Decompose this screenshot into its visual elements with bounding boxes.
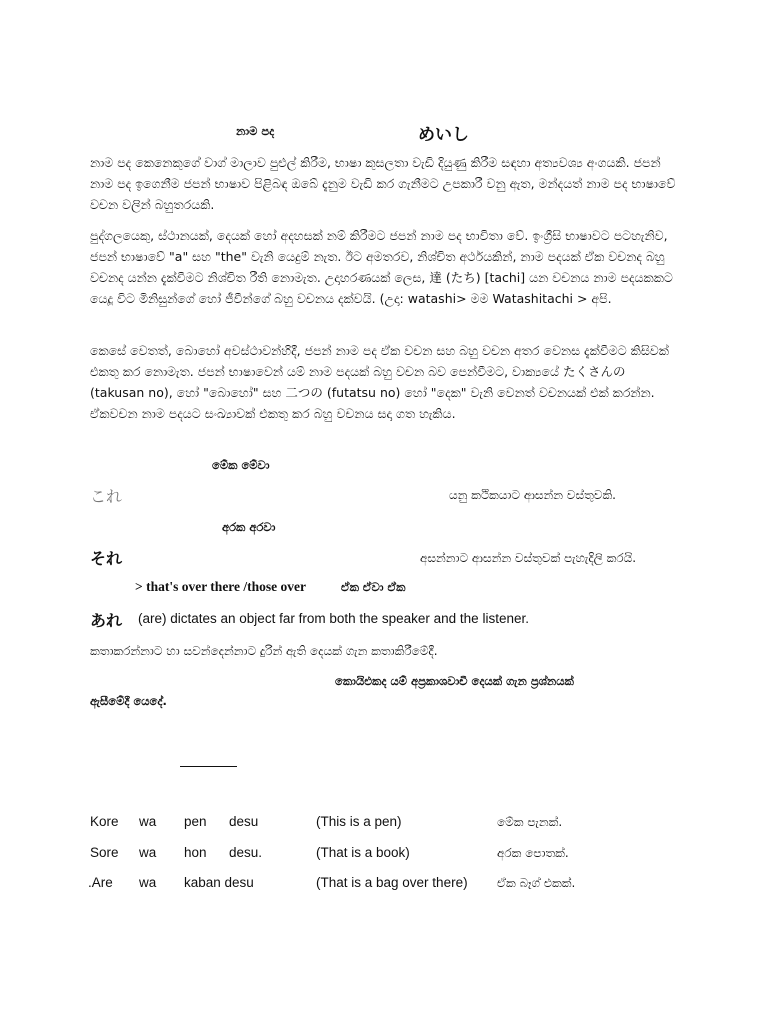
example-3-english: (That is a bag over there) [316, 875, 468, 890]
example-3-w1: .Are [88, 875, 113, 890]
example-1-sinhala: මේක පැනක්. [497, 815, 563, 829]
kore-description: යනු කථිකයාට ආසන්න වස්තුවකි. [449, 488, 616, 502]
are-english: > that's over there /those over [135, 579, 307, 594]
sore-gloss: අරක අරවා [222, 520, 276, 534]
paragraph-usage: පුද්ගලයෙකු, ස්ථානයක්, දෙයක් හෝ අදහසක් නම් කිරීමට ජපන් නාම පද භාවිතා වේ. ඉංග්‍රීසි භාෂාවට පටහැනිව, ජපන් භාෂාවේ "a" සහ "the" වැනි යෙදුම් නැත. ඊට අමතරව, නිශ්චිත අර්ථයකින්, නාම පදයක් ඒක වචනද බහු වචනද යන්න දැක්වීමට නිශ්චිත රීති නොමැත. උදාහරණයක් ලෙස, 達 (たち) [tachi] යන වචනය නාම පදයකකට යෙදූ විට මිනිසුන්ගේ හෝ ජීවීන්ගේ බහු වචනය දක්වයි. (උදා: watashi> මම Watashitachi > අපි. [90, 228, 673, 306]
example-3-sinhala: ඒක බෑග් එකක්. [497, 876, 576, 890]
sore-description: අසන්නාට ආසන්න වස්තුවක් පැහැදිලි කරයි. [420, 551, 637, 565]
example-2-w4: desu. [229, 845, 263, 860]
are-gloss: ඒක ඒවා ඒක [341, 580, 406, 594]
heading-sinhala: නාම පද [236, 124, 275, 138]
example-2-w2: wa [139, 845, 157, 860]
example-2-english: (That is a book) [316, 845, 410, 860]
sore-kana: それ [90, 549, 123, 568]
example-1-w2: wa [139, 814, 157, 829]
heading-japanese: めいし [418, 125, 469, 145]
are-description: (are) dictates an object far from both the speaker and the listener. [138, 611, 529, 626]
kore-kana: これ [90, 487, 123, 506]
paragraph-intro: නාම පද කෙනෙකුගේ වාග් මාලාව පුළුල් කිරීම, භාෂා කුසලතා වැඩි දියුණු කිරීම සඳහා අත්‍යවශ්‍ය අංගයකි. ජපන් නාම පද ඉගෙනීම ජපන් භාෂාව පිළිබඳ ඔබේ දැනුම වැඩි කර ගැනීමට උපකාරී වනු ඇත, මන්දයත් නාම පද භාෂාවේ වචන වලින් බහුතරයකි. [90, 155, 676, 212]
paragraph-plural: කෙසේ වෙතත්, බොහෝ අවස්ථාවන්හිදී, ජපන් නාම පද ඒක වචන සහ බහු වචන අතර වෙනස දැක්වීමට කිසිවක් එකතු කර නොමැත. ජපන් භාෂාවෙන් යම් නාම පදයක් බහු වචන බව පෙන්වීමට, වාක්‍යයේ たくさんの (takusan no), හෝ "බොහෝ" සහ 二つの (futatsu no) හෝ "දෙක" වැනි වෙනත් වචනයක් එක් කරන්න. ඒකවචන නාම පදයට සංඛ්‍යාවක් එකතු කර බහු වචනය සදා ගත හැකිය. [90, 343, 669, 421]
are-kana: あれ [90, 611, 123, 630]
blank-underline [180, 766, 237, 767]
example-1-w1: Kore [90, 814, 119, 829]
example-1-w3: pen [184, 814, 207, 829]
example-2-w1: Sore [90, 845, 119, 860]
question-line-2: ඇසීමේදී යෙදේ. [90, 694, 167, 708]
example-2-sinhala: අරක පොතක්. [497, 846, 569, 860]
kore-gloss: මේක මේවා [212, 458, 270, 472]
example-2-w3: hon [184, 845, 207, 860]
are-description-sinhala: කතාකරන්නාට හා සවන්දෙන්නාට දුරින් ඇති දෙයක් ගැන කතාකිරීමේදී. [90, 644, 438, 658]
example-3-w3: kaban desu [184, 875, 254, 890]
example-1-english: (This is a pen) [316, 814, 402, 829]
example-1-w4: desu [229, 814, 259, 829]
example-3-w2: wa [139, 875, 157, 890]
question-line-1: කොයිඑකද යම් අප්‍රකාශවාචී දෙයක් ගැන ප්‍රශ්නයක් [335, 674, 574, 688]
